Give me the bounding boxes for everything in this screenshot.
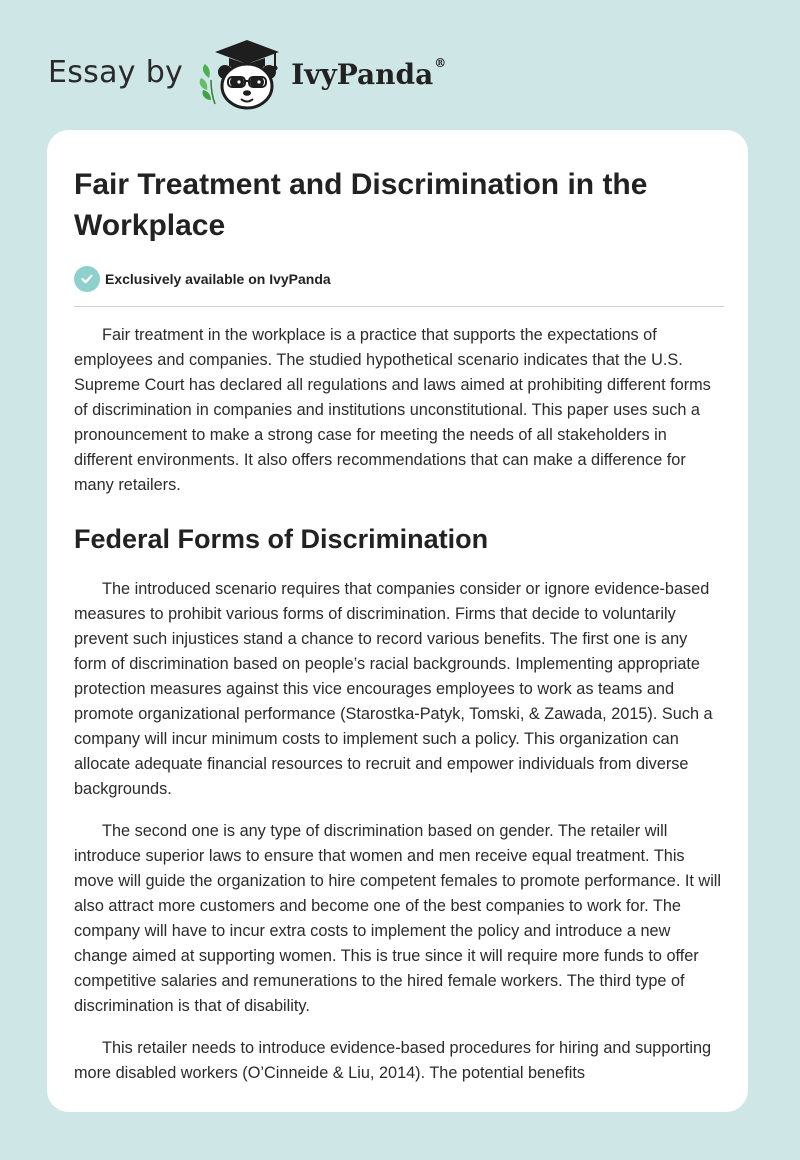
ivypanda-logo-icon[interactable] xyxy=(195,34,287,110)
body-paragraph: The introduced scenario requires that companies consider or ignore evidence-based measures to prohibit various forms of discrimination. Firms that decide to voluntarily prevent such injustices stand a chance to record various benefits. The first one is any form of discrimination based on people’s racial backgrounds. Implementing appropriate protection measures against this vice encourages employees to work as teams and promote organizational performance (Starostka-Patyk, Tomski, & Zawada, 2015). Such a company will incur minimum costs to implement such a policy. This organization can allocate adequate financial resources to recruit and empower individuals from diverse backgrounds. xyxy=(74,580,713,798)
intro-paragraph: Fair treatment in the workplace is a practice that supports the expectations of employees and companies. The studied hypothetical scenario indicates that the U.S. Supreme Court has declared all regulations and laws aimed at prohibiting different forms of discrimination in companies and institutions unconstitutional. This paper uses such a pronouncement to make a strong case for meeting the needs of all stakeholders in different environments. It also offers recommendations that can make a difference for many retailers. xyxy=(74,326,711,494)
ivy-leaves-icon xyxy=(200,64,215,104)
essay-by-label: Essay by xyxy=(48,54,184,90)
panda-face-icon xyxy=(218,64,276,108)
essay-card xyxy=(47,130,748,1112)
page-title: Fair Treatment and Discrimination in the Workplace xyxy=(74,168,648,242)
brand-text: IvyPanda xyxy=(291,57,434,91)
body-paragraph: The second one is any type of discrimination based on gender. The retailer will introduce superior laws to ensure that women and men receive equal treatment. This move will guide the organization to hire competent females to promote performance. It will also attract more customers and become one of the best companies to work for. The company will have to incur extra costs to implement the policy and introduce a new change aimed at supporting women. This is true since it will require more funds to offer competitive salaries and remunerations to the hired female workers. The third type of discrimination is that of disability. xyxy=(74,822,722,1015)
divider xyxy=(74,306,724,307)
brand-name[interactable] xyxy=(291,55,447,91)
essay-content xyxy=(74,164,724,1086)
badge-label: Exclusively available on IvyPanda xyxy=(105,271,331,287)
registered-mark: ® xyxy=(434,55,447,70)
body-paragraph: This retailer needs to introduce evidence-based procedures for hiring and supporting more disabled workers (O’Cinneide & Liu, 2014). The potential benefits xyxy=(74,1039,712,1082)
section-heading: Federal Forms of Discrimination xyxy=(74,524,489,554)
check-circle-icon xyxy=(74,266,100,292)
site-header xyxy=(48,34,446,110)
exclusive-badge xyxy=(74,266,724,292)
